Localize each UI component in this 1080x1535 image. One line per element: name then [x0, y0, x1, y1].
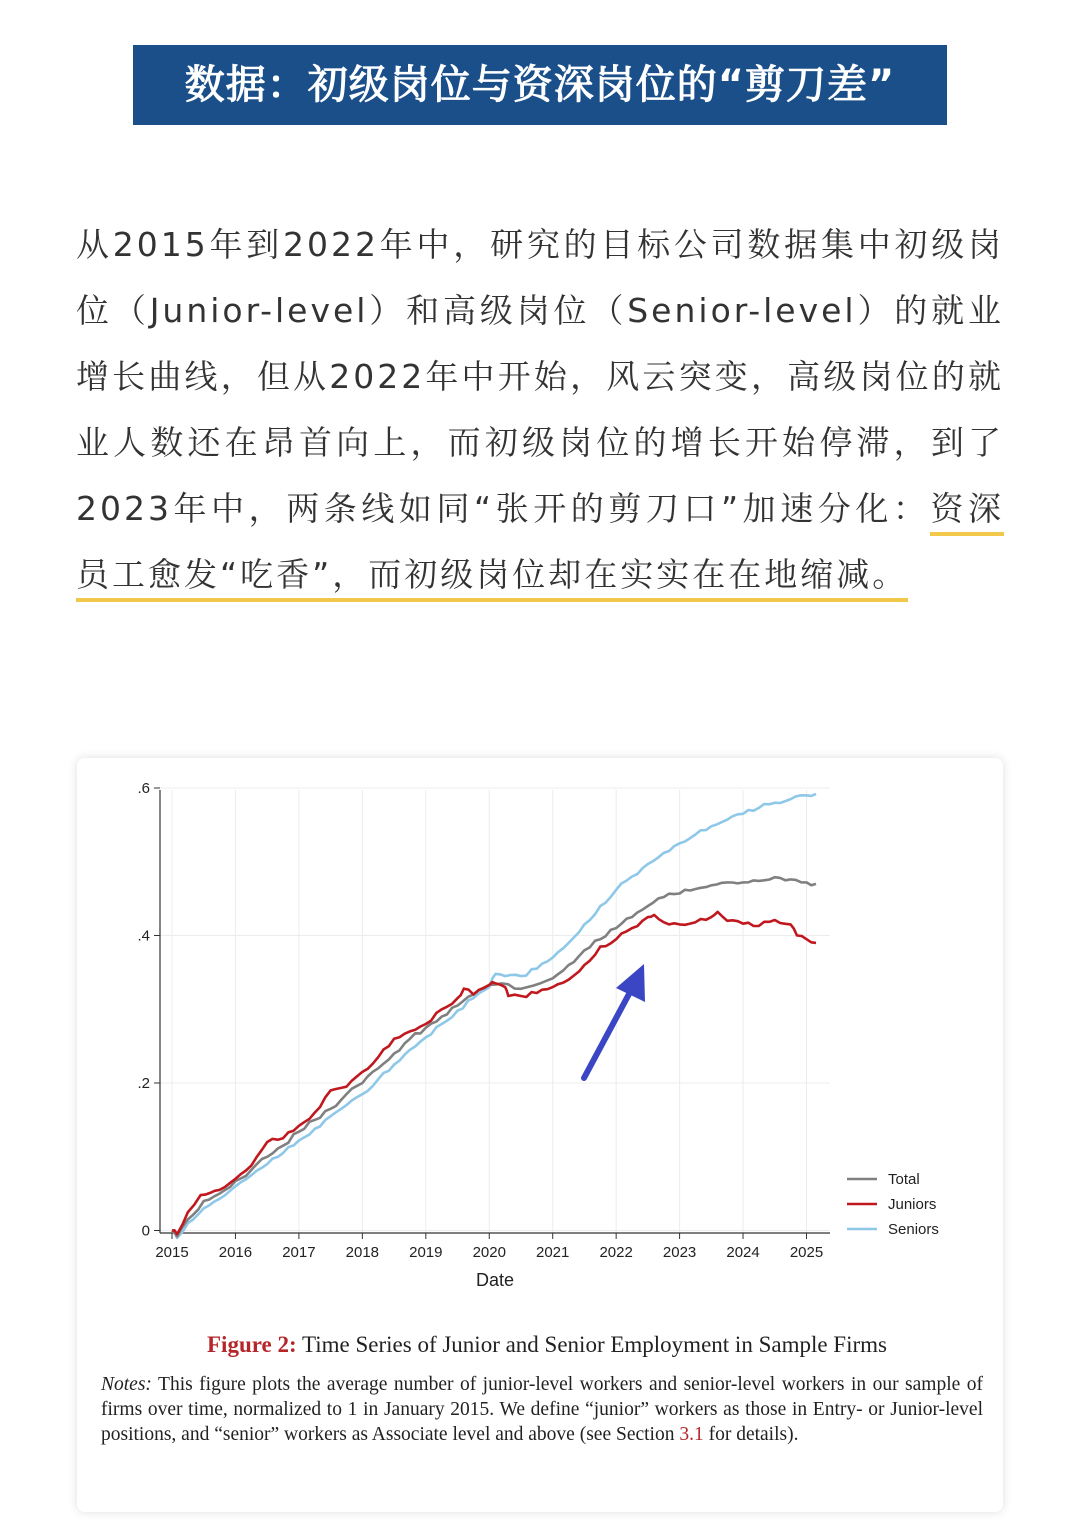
page-title: 数据：初级岗位与资深岗位的“剪刀差”: [133, 45, 947, 125]
line-chart: [77, 758, 1003, 1318]
y-tick-label: 0: [141, 1222, 150, 1240]
x-tick-label: 2021: [536, 1244, 570, 1261]
legend-label-total: Total: [888, 1171, 920, 1188]
axes: [137, 780, 830, 1290]
figure-notes: [101, 1372, 983, 1447]
figure-card: [77, 758, 1003, 1512]
x-axis-label: Date: [475, 1270, 515, 1290]
x-tick-label: 2025: [789, 1244, 824, 1261]
section-reference-link[interactable]: 3.1: [679, 1424, 704, 1445]
x-tick-label: 2024: [726, 1244, 760, 1261]
figure-label: Figure 2:: [207, 1332, 297, 1357]
series-line-seniors: [172, 794, 816, 1238]
annotation-arrow: [584, 964, 645, 1078]
notes-label: Notes:: [101, 1374, 152, 1395]
figure-caption: [137, 1332, 957, 1358]
figure-caption-text: Time Series of Junior and Senior Employment in Sample Firms: [302, 1332, 887, 1357]
x-tick-label: 2022: [599, 1244, 633, 1261]
article-paragraph: [76, 212, 1004, 608]
arrow-shaft: [584, 994, 629, 1078]
series-lines: [172, 794, 816, 1238]
highlighted-sentence: 资深员工愈发“吃香”，而初级岗位却在实实在在地缩减。: [76, 489, 1004, 602]
legend: [847, 1171, 939, 1238]
x-tick-label: 2016: [218, 1244, 253, 1261]
series-line-total: [172, 877, 816, 1236]
x-tick-label: 2019: [409, 1244, 443, 1261]
legend-label-seniors: Seniors: [888, 1221, 939, 1238]
y-tick-label: .6: [137, 780, 150, 797]
y-tick-label: .2: [137, 1075, 150, 1092]
x-tick-label: 2017: [282, 1244, 316, 1261]
grid-lines: [160, 788, 830, 1233]
x-tick-label: 2018: [345, 1244, 380, 1261]
notes-text-end: for details).: [708, 1424, 799, 1445]
x-tick-label: 2023: [662, 1244, 697, 1261]
series-line-juniors: [172, 912, 816, 1234]
notes-text: This figure plots the average number of junior-level workers and senior-level workers in our sample of firms over time, normalized to 1 in January 2015. We define “junior” workers as those in Entry- or Junior-level positions, and “senior” workers as Associate level and above (see Section: [101, 1374, 983, 1445]
y-tick-label: .4: [137, 927, 150, 945]
x-tick-label: 2020: [472, 1244, 506, 1261]
article-text: 从2015年到2022年中，研究的目标公司数据集中初级岗位（Junior-level）和高级岗位（Senior-level）的就业增长曲线，但从2022年中开始，风云突变，高级岗位的就业人数还在昂首向上，而初级岗位的增长开始停滞，到了2023年中，两条线如同“张开的剪刀口”加速分化：: [76, 225, 1004, 528]
x-tick-label: 2015: [155, 1244, 189, 1261]
legend-label-juniors: Juniors: [888, 1196, 937, 1213]
